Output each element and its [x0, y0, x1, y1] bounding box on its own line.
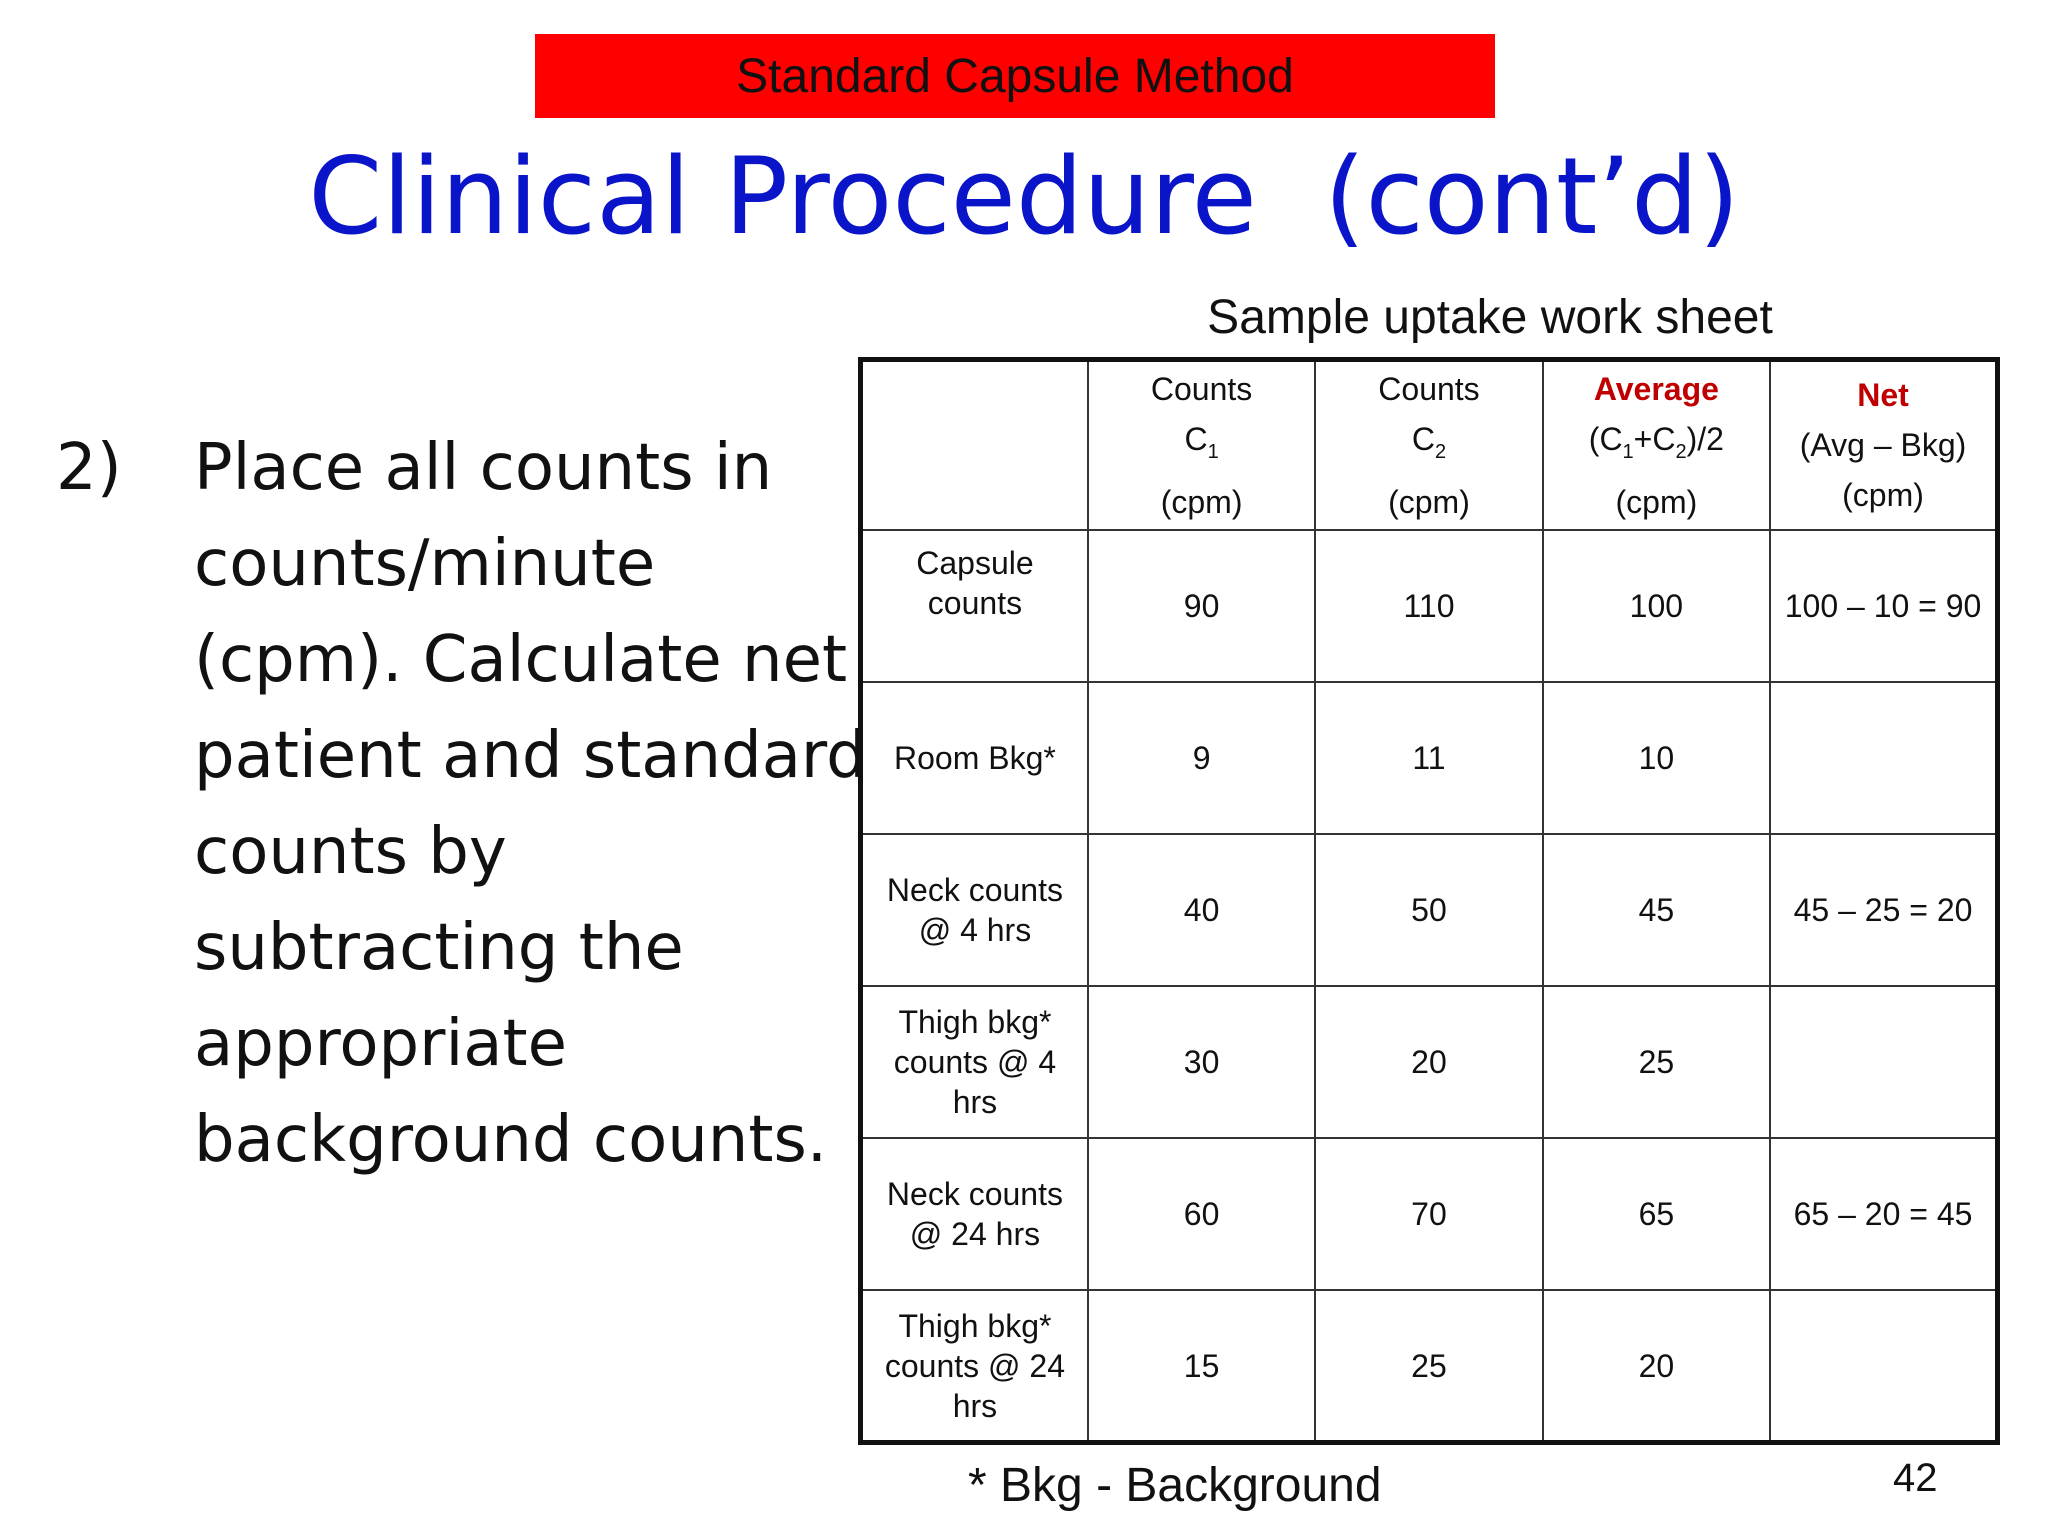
cell-net: 65 – 20 = 45: [1770, 1138, 1997, 1290]
cell-c1: 30: [1088, 986, 1315, 1138]
cell-c1: 60: [1088, 1138, 1315, 1290]
cell-net: 100 – 10 = 90: [1770, 530, 1997, 682]
cell-average: 20: [1543, 1290, 1770, 1442]
cell-c2: 11: [1315, 682, 1542, 834]
row-label: Capsule counts: [861, 530, 1088, 682]
cell-average: 45: [1543, 834, 1770, 986]
footnote: * Bkg - Background: [968, 1459, 1382, 1512]
row-label: Room Bkg*: [861, 682, 1088, 834]
table-header-row: [861, 360, 1998, 530]
cell-net: [1770, 682, 1997, 834]
header-counts-c2: Counts $C_2$ (cpm): [1315, 360, 1542, 530]
cell-c2: 110: [1315, 530, 1542, 682]
row-label: Thigh bkg* counts @ 4 hrs: [861, 986, 1088, 1138]
cell-c2: 20: [1315, 986, 1542, 1138]
cell-c1: 90: [1088, 530, 1315, 682]
cell-average: 65: [1543, 1138, 1770, 1290]
slide-title: Clinical Procedure (cont’d): [308, 135, 1740, 258]
header-net: Net (Avg – Bkg) (cpm): [1770, 360, 1997, 530]
worksheet-title: Sample uptake work sheet: [1207, 291, 1773, 344]
cell-average: 25: [1543, 986, 1770, 1138]
header-average: Average $(C_1+C_2)/2$ (cpm): [1543, 360, 1770, 530]
row-label: Neck counts @ 24 hrs: [861, 1138, 1088, 1290]
row-label: Thigh bkg* counts @ 24 hrs: [861, 1290, 1088, 1442]
page-number: 42: [1893, 1456, 1938, 1500]
table-row: [861, 986, 1998, 1138]
cell-net: [1770, 986, 1997, 1138]
step-number: 2): [56, 431, 122, 505]
table-row: [861, 1138, 1998, 1290]
section-banner: Standard Capsule Method: [535, 34, 1495, 118]
table-row: [861, 682, 1998, 834]
header-counts-c1: Counts $C_1$ (cpm): [1088, 360, 1315, 530]
table-row: [861, 834, 1998, 986]
cell-c1: 15: [1088, 1290, 1315, 1442]
table-row: [861, 1290, 1998, 1442]
cell-net: [1770, 1290, 1997, 1442]
cell-net: 45 – 25 = 20: [1770, 834, 1997, 986]
cell-average: 10: [1543, 682, 1770, 834]
cell-c2: 70: [1315, 1138, 1542, 1290]
table-row: [861, 530, 1998, 682]
row-label: Neck counts @ 4 hrs: [861, 834, 1088, 986]
cell-c1: 9: [1088, 682, 1315, 834]
step-text: Place all counts in counts/minute (cpm). Calculate net patient and standard counts by subtracting the appropriate background counts.: [194, 431, 867, 1177]
cell-c2: 50: [1315, 834, 1542, 986]
header-empty-cell: [861, 360, 1088, 530]
cell-c2: 25: [1315, 1290, 1542, 1442]
cell-c1: 40: [1088, 834, 1315, 986]
uptake-worksheet-table: [858, 357, 2000, 1445]
cell-average: 100: [1543, 530, 1770, 682]
